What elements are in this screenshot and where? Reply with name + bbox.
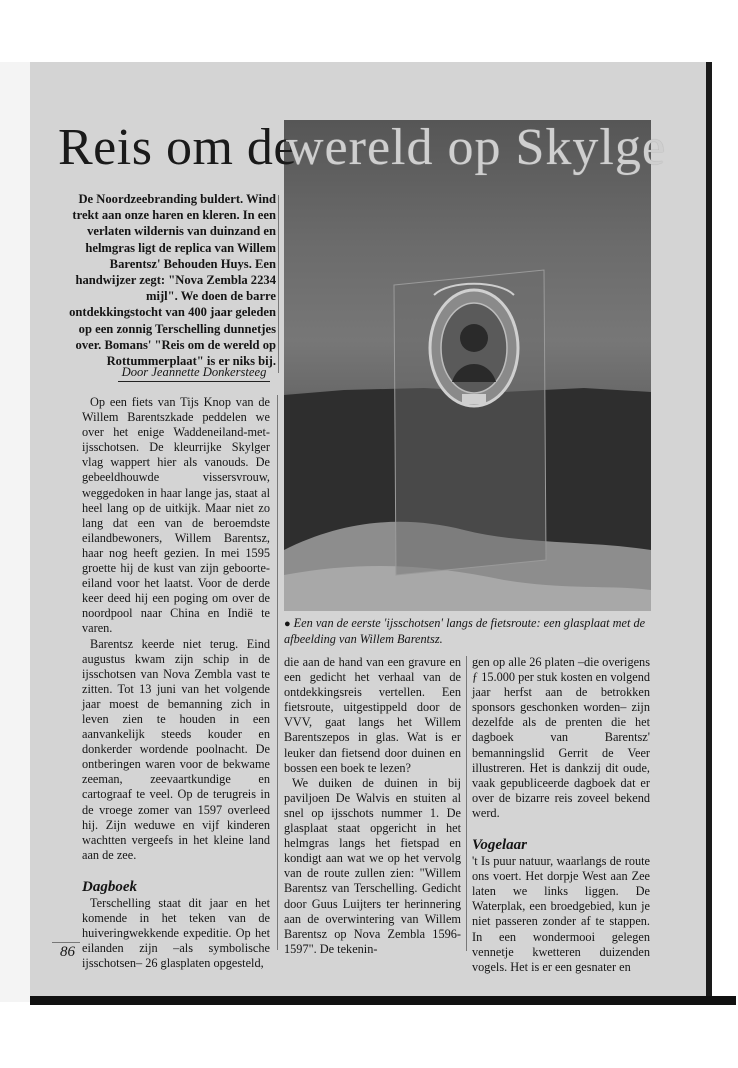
scan-top-margin bbox=[0, 0, 738, 62]
paragraph: We duiken de duinen in bij paviljoen De Walvis en stuiten al snel op ijsschots nummer 1. De glasplaat staat opgericht in het helmgras langs het fietspad en kondigt aan wat we op het vervolg van de route zullen zien: "Willem Barentsz van Terschelling. Gedicht door Guus Luijters ter herinnering aan de overwintering van Willem Barentsz op Nova Zembla 1596-1597". De tekenin- bbox=[284, 775, 461, 956]
photo-caption bbox=[284, 616, 652, 647]
page-number: 86 bbox=[60, 944, 75, 960]
portrait-plaque bbox=[462, 394, 486, 404]
page-number-rule bbox=[52, 942, 80, 943]
paragraph: Op een fiets van Tijs Knop van de Willem Barentszkade peddelen we over het enige Waddeneiland-met-ijsschotsen. De kleurrijke Skylger vlag wappert hier als vanouds. De gebeeldhouwde vissersvrouw, weggedoken in haar lange jas, staat al heel lang op de uitkijk. Maar niet zo lang dat een van de beroemdste eilandbewoners, Willem Barentsz, haar nog heeft gezien. In mei 1595 groette hij de kust van zijn geboorte-eiland voor het laatst. Voor de derde keer deed hij een poging om over de noordpool naar China en Indië te varen. bbox=[82, 395, 270, 636]
text-column-3 bbox=[472, 655, 650, 975]
subheading-dagboek: Dagboek bbox=[82, 878, 137, 895]
column-rule-2 bbox=[466, 656, 467, 951]
column-rule-1 bbox=[277, 395, 278, 950]
bullet-icon: ● bbox=[284, 618, 291, 630]
text-column-1 bbox=[82, 395, 270, 971]
headline bbox=[58, 118, 297, 178]
paragraph: Terschelling staat dit jaar en het komende in het teken van de huiveringwekkende expeditie. Op het eilanden zijn –als symbolische ijsschotsen– 26 glasplaten opgesteld, bbox=[82, 895, 270, 971]
portrait-head bbox=[460, 324, 488, 352]
caption-text: Een van de eerste 'ijsschotsen' langs de fietsroute: een glasplaat met de afbeelding van Willem Barentsz. bbox=[284, 616, 646, 646]
scan-left-margin bbox=[0, 62, 30, 1002]
text-column-2 bbox=[284, 655, 461, 957]
paragraph: 't Is puur natuur, waarlangs de route ons voert. Het dorpje West aan Zee laten we links liggen. De Waterplak, een broedgebied, kun je niet passeren zonder af te stappen. In een wondermooi gelegen vennetje kwetteren duizenden vogels. Het is er een gesnater en bbox=[472, 854, 650, 974]
column-rule-lead bbox=[278, 195, 279, 373]
subheading-vogelaar: Vogelaar bbox=[472, 837, 528, 854]
page-right-edge bbox=[706, 62, 712, 1004]
headline-over-photo: wereld op Skylge bbox=[286, 119, 666, 176]
article-lead: De Noordzeebranding buldert. Wind trekt aan onze haren en kleren. In een verlaten wildernis van duinzand en helmgras ligt de replica van Willem Barentsz' Behouden Huys. Een handwijzer zegt: "Nova Zembla 2234 mijl". We doen de barre ontdekkingstocht van 400 jaar geleden op een zonnig Terschelling dunnetjes over. Bomans' "Reis om de wereld op Rottummerplaat" is er niks bij. bbox=[69, 192, 276, 369]
paragraph: die aan de hand van een gravure en een gedicht het verhaal van de ontdekkingsreis vertellen. Een fietsroute, uitgestippeld door de VVV, gaat langs het Willem Barentszepos in glas. Wat is er leuker dan fietsend door duinen en bossen een boek te lezen? bbox=[284, 655, 461, 775]
photo-illustration bbox=[284, 120, 651, 611]
paragraph: gen op alle 26 platen –die overigens ƒ 15.000 per stuk kosten en volgend jaar herfst aan de betrokken sponsors geschonken worden– zijn dezelfde als de prenten die het dagboek van Barentsz' bemanningslid Gerrit de Veer illustreren. Het is dankzij dit oude, vaak gepubliceerde dagboek dat er over de bizarre reis zoveel bekend werd. bbox=[472, 655, 650, 820]
byline: Door Jeannette Donkersteeg bbox=[118, 365, 270, 382]
paragraph: Barentsz keerde niet terug. Eind augustus kwam zijn schip in de ijsschotsen van Nova Zembla vast te zitten. Tot 13 juni van het volgende jaar moest de bemanning zich in leven zien te houden in een aanvankelijk steeds kouder en donkerder wordende poolnacht. De ontberingen waren voor de bekwame zeeman, zeevaartkundige en cartograaf te veel. Op de terugreis in de vroege zomer van 1597 overleed hij. Zijn weduwe en vijf kinderen wachtten vergeefs in het kleine land aan de zee. bbox=[82, 636, 270, 862]
headline-left: Reis om de bbox=[58, 119, 297, 176]
page-bottom-edge bbox=[30, 996, 736, 1005]
photo-glass-plate bbox=[284, 120, 651, 611]
